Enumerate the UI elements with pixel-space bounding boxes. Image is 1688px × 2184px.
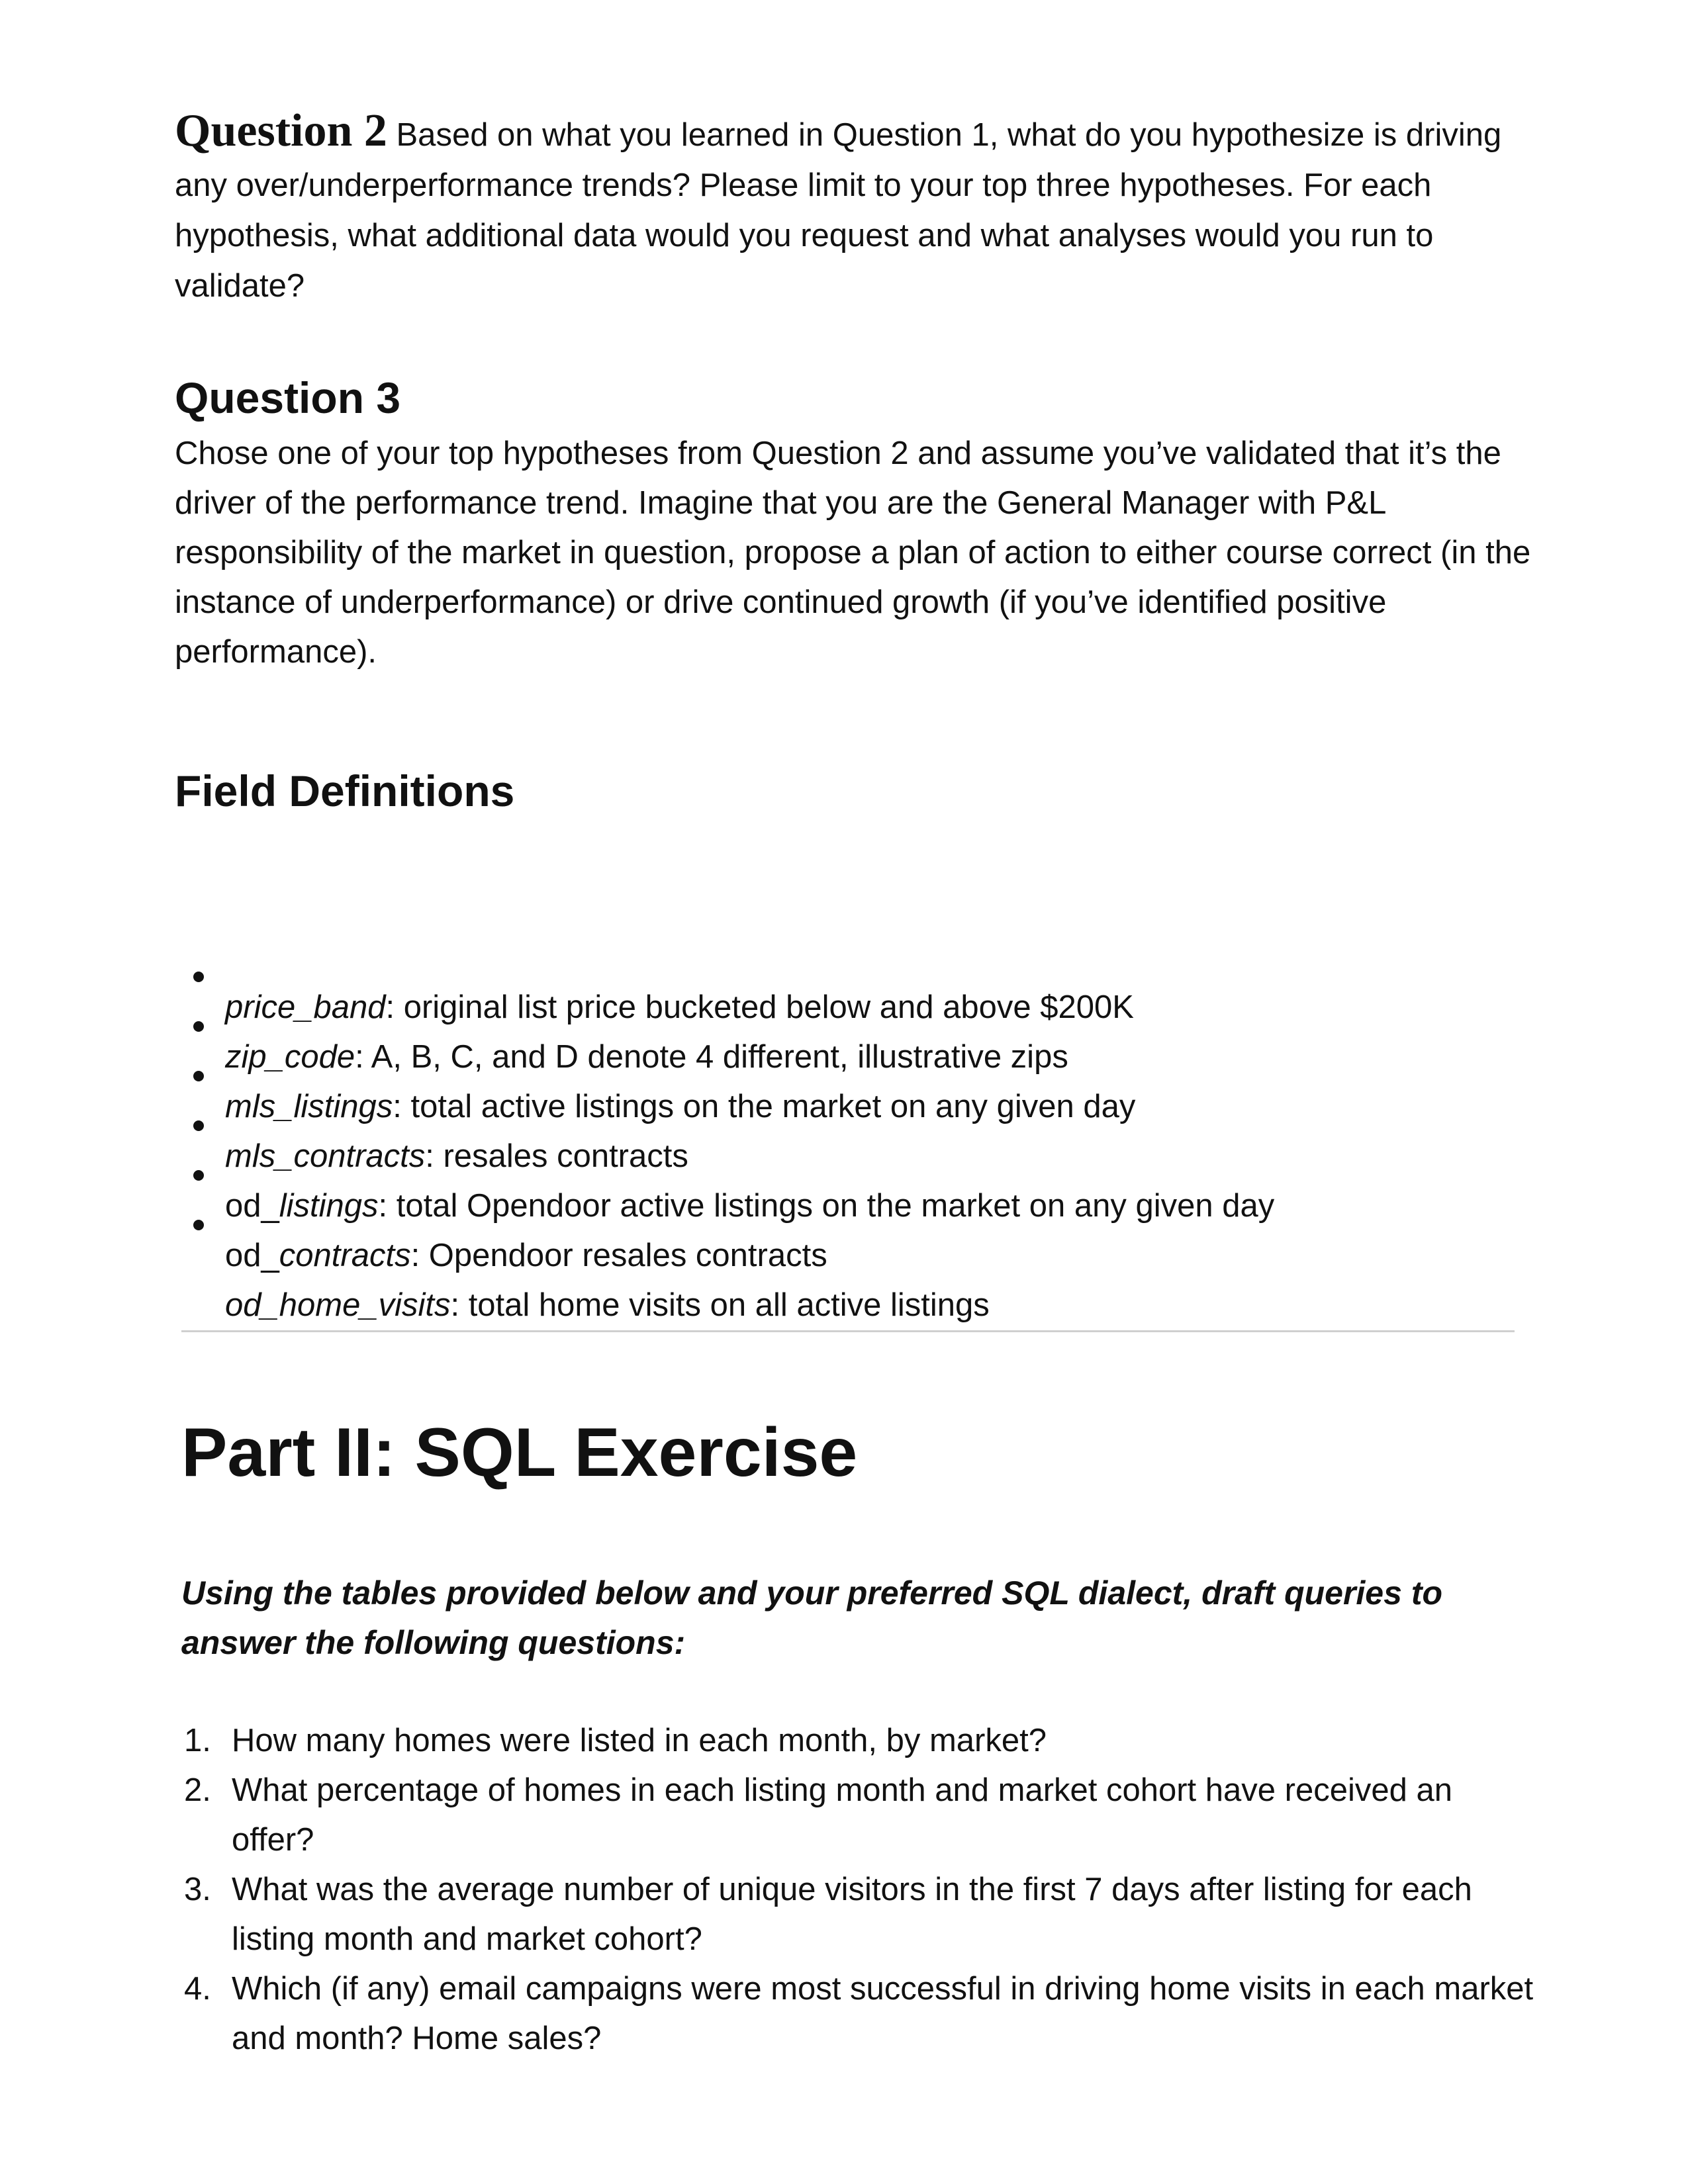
list-number: 2. [184,1772,211,1808]
question-3-text: Chose one of your top hypotheses from Question 2 and assume you’ve validated that it’s the driver of the performance trend. Imagine that you are the General Manager with P&L responsibility of the market in question, propose a plan of action to either course correct (in the instance of underperformance) or drive continued growth (if you’ve identified positive performance). [175,435,1531,670]
field-term: zip_code [225,1039,355,1075]
field-definitions-list [225,983,1483,1330]
field-term: mls_contracts [225,1138,426,1174]
field-definition: : A, B, C, and D denote 4 different, illustrative zips [355,1039,1068,1075]
list-item [181,1766,1538,1865]
question-text: Which (if any) email campaigns were most successful in driving home visits in each market and month? Home sales? [232,1971,1534,2056]
list-item [225,1231,1483,1281]
field-definitions-title: Field Definitions [175,766,515,815]
bullet-icon [193,1220,204,1230]
bullet-icon [193,1120,204,1131]
question-2-text: Based on what you learned in Question 1, what do you hypothesize is driving any over/underperformance trends? Please limit to your top three hypotheses. For each hypothesis, what additional data would you request and what analyses would you run to validate? [175,117,1502,304]
list-item [225,1281,1483,1330]
field-term: contracts [279,1238,411,1273]
list-item [181,1865,1538,1964]
question-2-title: Question 2 [175,105,387,156]
list-item [225,1132,1483,1181]
bullet-icon [193,1071,204,1081]
list-item [225,983,1483,1032]
question-text: What was the average number of unique visitors in the first 7 days after listing for each listing month and market cohort? [232,1872,1472,1957]
question-text: What percentage of homes in each listing month and market cohort have received an offer? [232,1772,1452,1858]
field-term: price_band [225,989,386,1025]
list-item [225,1181,1483,1231]
field-definition: : total Opendoor active listings on the market on any given day [378,1188,1275,1224]
part-2-intro: Using the tables provided below and your preferred SQL dialect, draft queries to answer the following questions: [181,1574,1443,1661]
bullet-icon [193,1170,204,1181]
list-number: 4. [184,1971,211,2007]
list-item [181,1716,1538,1766]
field-term: mls_listings [225,1089,393,1124]
sql-questions-list [181,1716,1538,2064]
field-term: listings [279,1188,379,1224]
list-number: 3. [184,1872,211,1907]
section-divider [181,1330,1515,1332]
field-term-prefix: od_ [225,1238,279,1273]
bullet-icon [193,1021,204,1032]
field-definition: : total home visits on all active listings [450,1287,990,1323]
field-definitions-bullets [193,972,213,1269]
field-definition: : original list price bucketed below and above $200K [385,989,1134,1025]
field-term-prefix: od_ [225,1188,279,1224]
field-definition: : total active listings on the market on any given day [393,1089,1136,1124]
part-2-title: Part II: SQL Exercise [181,1414,858,1491]
list-item [181,1964,1538,2064]
list-item [225,1032,1483,1082]
list-item [225,1082,1483,1132]
question-2 [175,106,1532,311]
field-definition: : resales contracts [425,1138,688,1174]
question-3-title: Question 3 [175,373,401,422]
question-text: How many homes were listed in each month, by market? [232,1723,1047,1758]
field-term: od_home_visits [225,1287,451,1323]
bullet-icon [193,972,204,982]
list-number: 1. [184,1723,211,1758]
field-definition: : Opendoor resales contracts [410,1238,827,1273]
